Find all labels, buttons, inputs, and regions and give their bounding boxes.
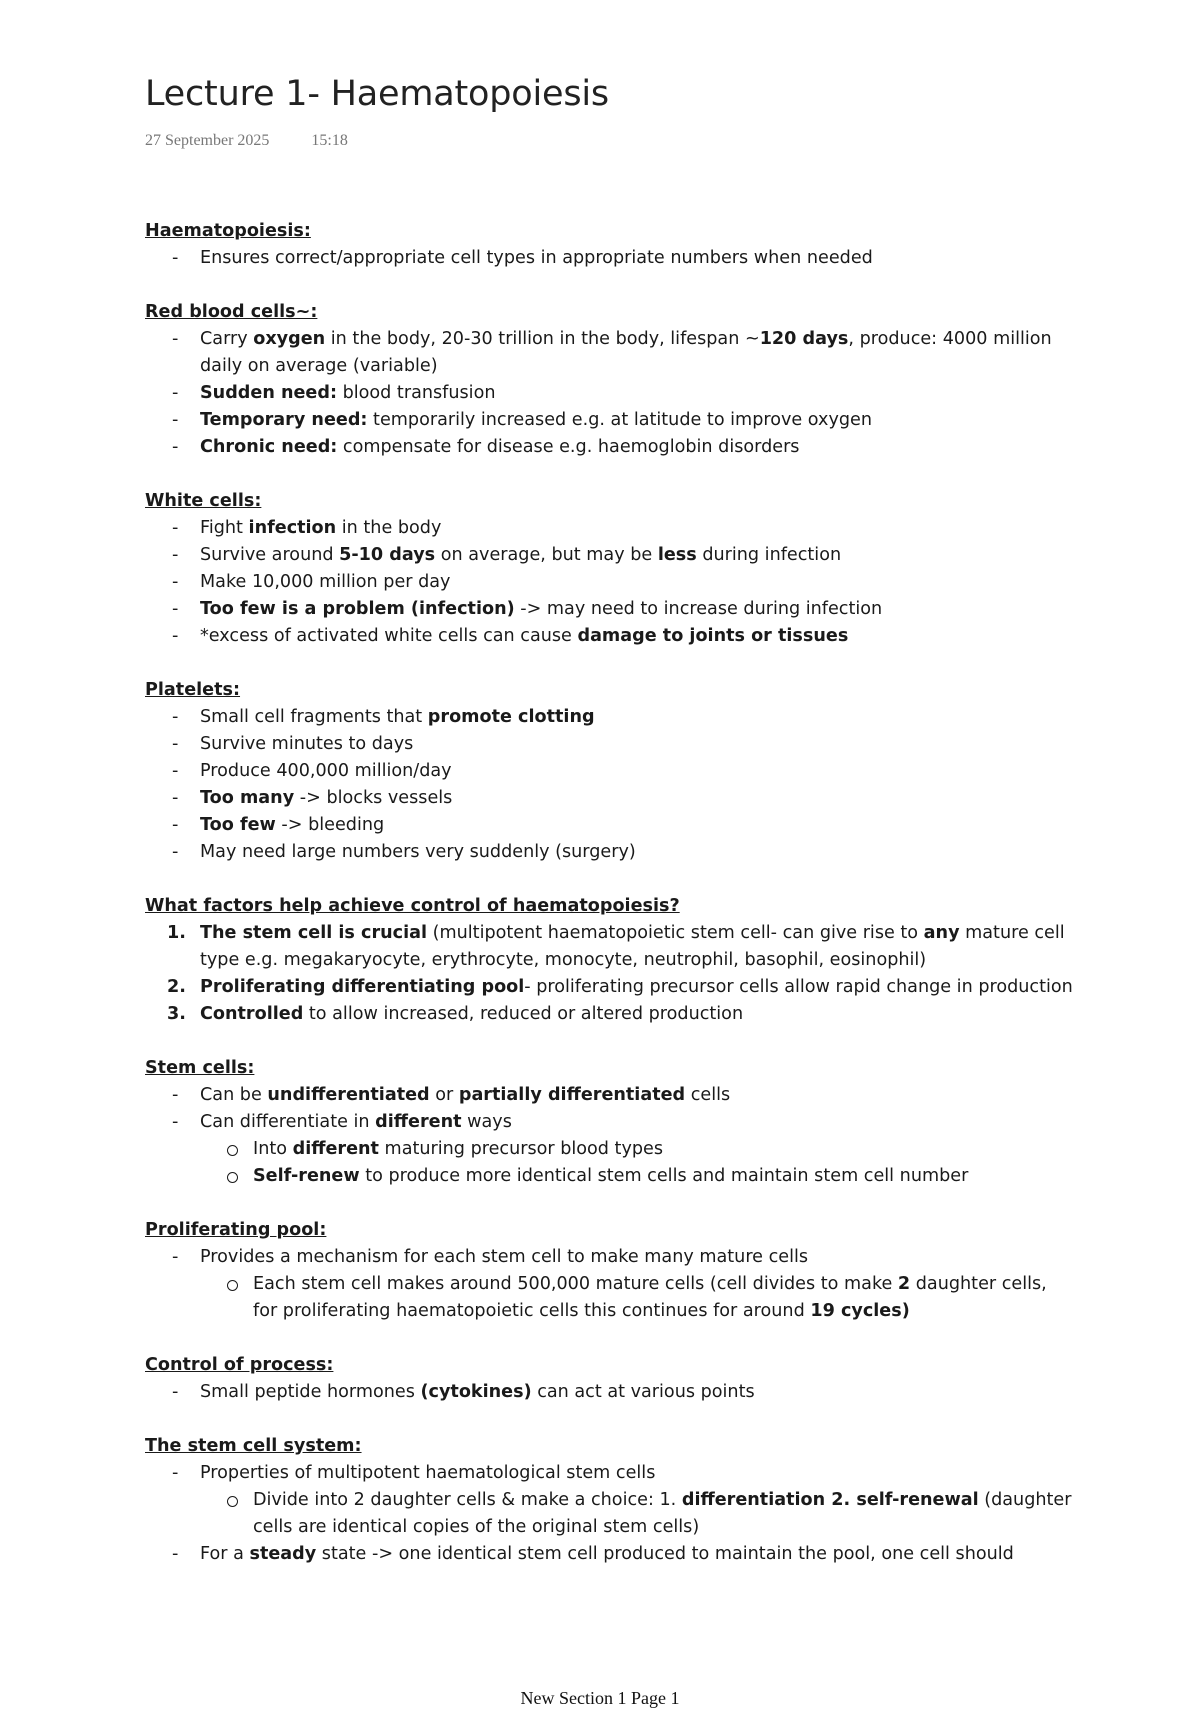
bullet-item (145, 758, 1075, 785)
text-run: during infection (696, 545, 842, 565)
circle-bullet-icon (227, 1172, 238, 1183)
circle-bullet-icon (227, 1280, 238, 1291)
sub-bullet-item (145, 1163, 1075, 1190)
text-run: Into (253, 1139, 293, 1159)
dash-bullet-icon: - (172, 626, 179, 646)
bold-text: damage to joints or tissues (577, 626, 849, 646)
text-run: ways (461, 1112, 512, 1132)
bold-text: 2 (897, 1274, 911, 1294)
bullet-item (145, 1541, 1075, 1568)
text-run: state -> one identical stem cell produced to maintain the pool, one cell should (316, 1544, 1014, 1564)
text-run: -> may need to increase during infection (514, 599, 883, 619)
dash-bullet-icon: - (172, 842, 179, 862)
bullet-item (145, 1460, 1075, 1487)
text-run: - proliferating precursor cells allow rapid change in production (524, 977, 1073, 997)
bold-text: Controlled (200, 1004, 304, 1024)
note-section (145, 677, 1075, 866)
text-run: blood transfusion (337, 383, 496, 403)
text-run: maturing precursor blood types (378, 1139, 664, 1159)
text-run: in the body (336, 518, 442, 538)
text-run: (daughter cells are identical copies of the original stem cells) (253, 1490, 1072, 1537)
section-heading: Control of process: (145, 1355, 334, 1375)
bold-text: less (657, 545, 697, 565)
section-heading: What factors help achieve control of haematopoiesis? (145, 896, 680, 916)
bullet-item (145, 839, 1075, 866)
section-heading: Haematopoiesis: (145, 221, 311, 241)
section-heading: Red blood cells~: (145, 302, 318, 322)
bullet-item (145, 1082, 1075, 1109)
text-run: Each stem cell makes around 500,000 mature cells (cell divides to make (253, 1274, 898, 1294)
dash-bullet-icon: - (172, 599, 179, 619)
text-run: on average, but may be (435, 545, 658, 565)
dash-bullet-icon: - (172, 1544, 179, 1564)
bullet-item (145, 596, 1075, 623)
dash-bullet-icon: - (172, 788, 179, 808)
text-run: Make 10,000 million per day (200, 572, 451, 592)
bullet-item (145, 731, 1075, 758)
text-run: to allow increased, reduced or altered production (303, 1004, 744, 1024)
text-run: in the body, 20-30 trillion in the body, lifespan ~ (325, 329, 760, 349)
bold-text: steady (249, 1544, 317, 1564)
list-number: 2. (167, 977, 186, 997)
bold-text: Proliferating differentiating pool (200, 977, 525, 997)
note-section (145, 1055, 1075, 1190)
sub-bullet-item (145, 1271, 1075, 1325)
dash-bullet-icon: - (172, 437, 179, 457)
note-section (145, 218, 1075, 272)
bullet-item (145, 1379, 1075, 1406)
note-section (145, 1352, 1075, 1406)
bold-text: 120 days (759, 329, 849, 349)
text-run: compensate for disease e.g. haemoglobin disorders (337, 437, 800, 457)
bold-text: Temporary need: (200, 410, 368, 430)
text-run: Small cell fragments that (200, 707, 428, 727)
bold-text: Too few is a problem (infection) (200, 599, 515, 619)
text-run: mature cell type e.g. megakaryocyte, erythrocyte, monocyte, neutrophil, basophil, eosinophil) (200, 923, 1065, 970)
numbered-item (145, 920, 1075, 974)
dash-bullet-icon: - (172, 734, 179, 754)
text-run: Survive minutes to days (200, 734, 414, 754)
dash-bullet-icon: - (172, 1382, 179, 1402)
text-run: , produce: 4000 million daily on average (variable) (200, 329, 1052, 376)
dash-bullet-icon: - (172, 518, 179, 538)
sub-bullet-item (145, 1487, 1075, 1541)
section-heading: White cells: (145, 491, 262, 511)
text-run: Survive around (200, 545, 340, 565)
bold-text: Self-renew (253, 1166, 360, 1186)
bullet-item (145, 785, 1075, 812)
page-footer: New Section 1 Page 1 (520, 1688, 680, 1708)
dash-bullet-icon: - (172, 1085, 179, 1105)
bold-text: different (375, 1112, 462, 1132)
note-date: 27 September 2025 (145, 132, 270, 149)
circle-bullet-icon (227, 1145, 238, 1156)
text-run: or (429, 1085, 459, 1105)
text-run: May need large numbers very suddenly (surgery) (200, 842, 636, 862)
bold-text: partially differentiated (458, 1085, 686, 1105)
dash-bullet-icon: - (172, 383, 179, 403)
text-run: Can differentiate in (200, 1112, 376, 1132)
dash-bullet-icon: - (172, 761, 179, 781)
section-heading: Stem cells: (145, 1058, 255, 1078)
note-body (145, 218, 1075, 1595)
bold-text: promote clotting (427, 707, 595, 727)
text-run: (multipotent haematopoietic stem cell- can give rise to (427, 923, 924, 943)
section-heading: Platelets: (145, 680, 241, 700)
bullet-item (145, 542, 1075, 569)
bold-text: The stem cell is crucial (200, 923, 428, 943)
dash-bullet-icon: - (172, 545, 179, 565)
bullet-item (145, 326, 1075, 380)
numbered-item (145, 1001, 1075, 1028)
text-run: Ensures correct/appropriate cell types in appropriate numbers when needed (200, 248, 873, 268)
bullet-item (145, 380, 1075, 407)
bold-text: differentiation 2. self-renewal (681, 1490, 979, 1510)
dash-bullet-icon: - (172, 248, 179, 268)
bold-text: infection (248, 518, 337, 538)
text-run: *excess of activated white cells can cause (200, 626, 578, 646)
bullet-item (145, 407, 1075, 434)
bullet-item (145, 569, 1075, 596)
note-section (145, 1217, 1075, 1325)
text-run: Properties of multipotent haematological stem cells (200, 1463, 656, 1483)
bullet-item (145, 812, 1075, 839)
text-run: -> bleeding (275, 815, 385, 835)
text-run: -> blocks vessels (294, 788, 453, 808)
text-run: Small peptide hormones (200, 1382, 421, 1402)
circle-bullet-icon (227, 1496, 238, 1507)
numbered-item (145, 974, 1075, 1001)
text-run: For a (200, 1544, 250, 1564)
bold-text: Too few (200, 815, 276, 835)
text-run: cells (685, 1085, 731, 1105)
sub-bullet-item (145, 1136, 1075, 1163)
dash-bullet-icon: - (172, 1247, 179, 1267)
bold-text: different (292, 1139, 379, 1159)
text-run: Carry (200, 329, 254, 349)
dash-bullet-icon: - (172, 572, 179, 592)
note-section (145, 488, 1075, 650)
note-metadata (145, 132, 348, 150)
page-title: Lecture 1- Haematopoiesis (145, 74, 609, 114)
dash-bullet-icon: - (172, 707, 179, 727)
bold-text: undifferentiated (267, 1085, 430, 1105)
bold-text: Sudden need: (200, 383, 337, 403)
dash-bullet-icon: - (172, 1112, 179, 1132)
bullet-item (145, 1244, 1075, 1271)
bold-text: 19 cycles) (810, 1301, 910, 1321)
text-run: daughter cells, for proliferating haematopoietic cells this continues for around (253, 1274, 1047, 1321)
text-run: Divide into 2 daughter cells & make a choice: 1. (253, 1490, 682, 1510)
note-section (145, 299, 1075, 461)
text-run: to produce more identical stem cells and maintain stem cell number (359, 1166, 969, 1186)
bold-text: Too many (200, 788, 295, 808)
list-number: 3. (167, 1004, 186, 1024)
section-heading: The stem cell system: (145, 1436, 362, 1456)
bullet-item (145, 515, 1075, 542)
text-run: Produce 400,000 million/day (200, 761, 452, 781)
bullet-item (145, 245, 1075, 272)
note-time: 15:18 (311, 132, 348, 149)
bullet-item (145, 1109, 1075, 1136)
text-run: Provides a mechanism for each stem cell to make many mature cells (200, 1247, 809, 1267)
bullet-item (145, 704, 1075, 731)
dash-bullet-icon: - (172, 815, 179, 835)
text-run: can act at various points (531, 1382, 755, 1402)
dash-bullet-icon: - (172, 410, 179, 430)
text-run: Can be (200, 1085, 268, 1105)
bold-text: oxygen (253, 329, 326, 349)
note-section (145, 1433, 1075, 1568)
section-heading: Proliferating pool: (145, 1220, 327, 1240)
bold-text: Chronic need: (200, 437, 338, 457)
text-run: Fight (200, 518, 249, 538)
bold-text: any (923, 923, 960, 943)
text-run: temporarily increased e.g. at latitude to improve oxygen (367, 410, 872, 430)
bold-text: (cytokines) (420, 1382, 532, 1402)
dash-bullet-icon: - (172, 1463, 179, 1483)
bold-text: 5-10 days (339, 545, 436, 565)
bullet-item (145, 434, 1075, 461)
note-section (145, 893, 1075, 1028)
list-number: 1. (167, 923, 186, 943)
dash-bullet-icon: - (172, 329, 179, 349)
bullet-item (145, 623, 1075, 650)
